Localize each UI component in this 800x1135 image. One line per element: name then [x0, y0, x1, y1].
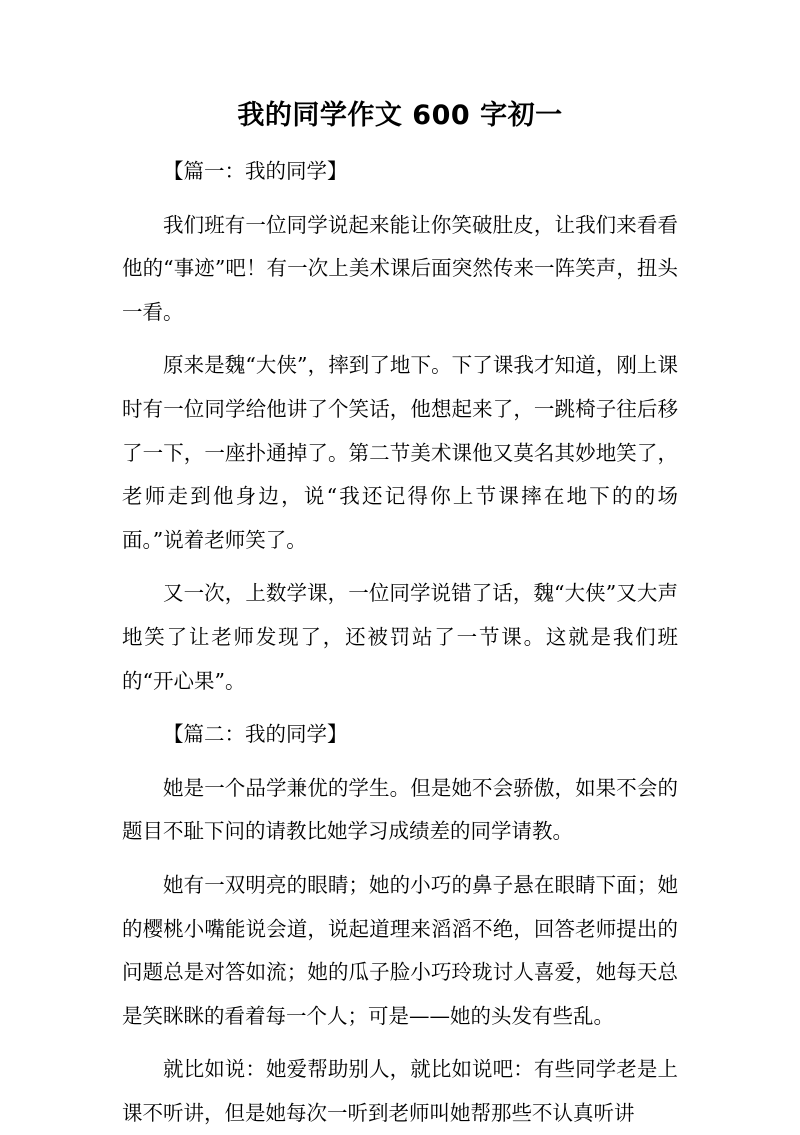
paragraph: 她有一双明亮的眼睛；她的小巧的鼻子悬在眼睛下面；她的樱桃小嘴能说会道，说起道理来滔滔不绝，回答老师提出的问题总是对答如流；她的瓜子脸小巧玲珑讨人喜爱，她每天总是笑眯眯的看着每一个人；可是——她的头发有些乱。: [122, 872, 678, 1028]
paragraph: 她是一个品学兼优的学生。但是她不会骄傲，如果不会的题目不耻下问的请教比她学习成绩差的同学请教。: [122, 775, 678, 844]
paragraph: 原来是魏“大侠”，摔到了地下。下了课我才知道，刚上课时有一位同学给他讲了个笑话，他想起来了，一跳椅子往后移了一下，一座扑通掉了。第二节美术课他又莫名其妙地笑了，老师走到他身边，说“我还记得你上节课摔在地下的的场面。”说着老师笑了。: [122, 353, 678, 552]
document-title: 我的同学作文 600 字初一: [237, 100, 563, 131]
paragraph: 又一次，上数学课，一位同学说错了话，魏“大侠”又大声地笑了让老师发现了，还被罚站了一节课。这就是我们班的“开心果”。: [122, 581, 678, 693]
section-heading: 【篇一：我的同学】: [163, 159, 348, 183]
paragraph: 我们班有一位同学说起来能让你笑破肚皮，让我们来看看他的“事迹”吧！有一次上美术课后面突然传来一阵笑声，扭头一看。: [122, 212, 678, 324]
section-heading: 【篇二：我的同学】: [163, 722, 348, 747]
paragraph: 就比如说：她爱帮助别人，就比如说吧：有些同学老是上课不听讲，但是她每次一听到老师叫她帮那些不认真听讲: [122, 1057, 678, 1125]
document-body: [122, 150, 678, 1135]
